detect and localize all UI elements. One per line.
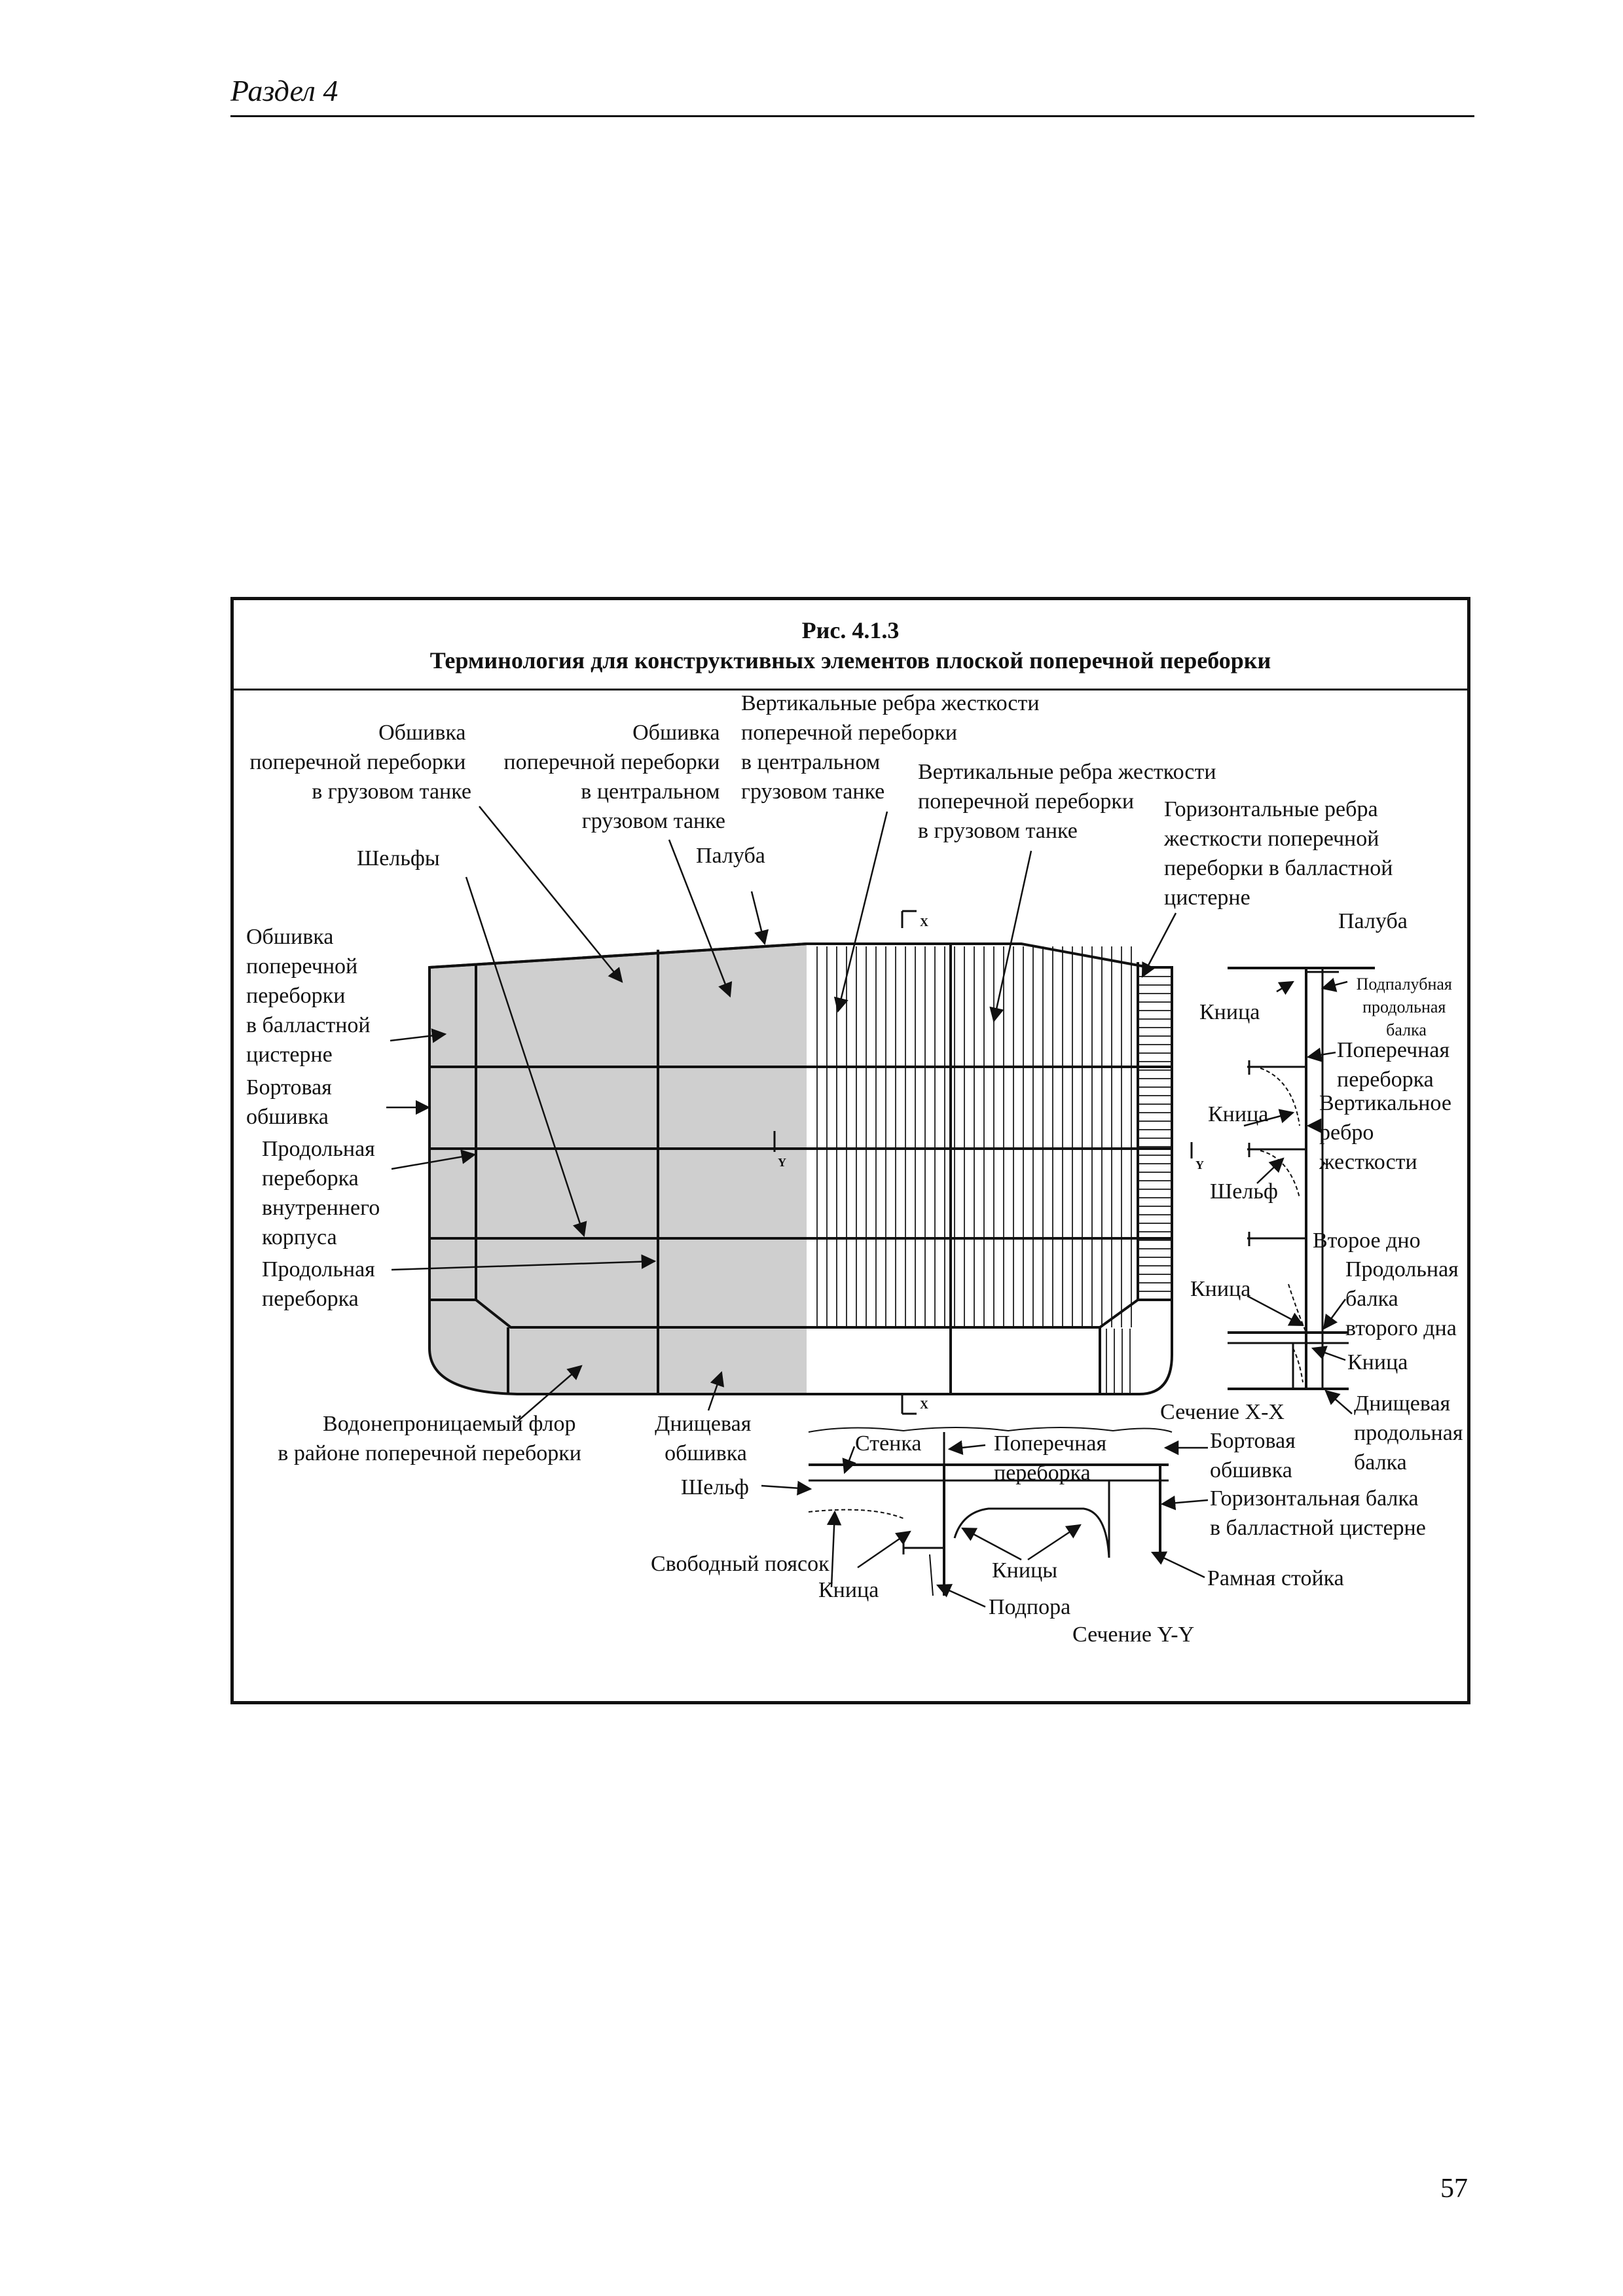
label-xx-shelf: Шельф (1210, 1179, 1278, 1204)
vertical-stiffeners-hatch (817, 946, 1131, 1327)
label-side-shell: Бортовая обшивка (246, 1075, 332, 1129)
label-xx-bottom-longitudinal: Днищевая продольная балка (1354, 1391, 1463, 1475)
bilge-right (807, 1300, 1172, 1327)
label-yy-transverse-bulkhead: Поперечная переборка (994, 1431, 1107, 1485)
axis-y-mark-left: Y (778, 1156, 786, 1169)
label-yy-prop: Подпора (989, 1595, 1071, 1619)
axis-x-mark-bottom: X (920, 1398, 928, 1411)
label-bottom-shell: Днищевая обшивка (655, 1412, 752, 1465)
label-yy-bracket: Кница (818, 1578, 879, 1602)
label-bulkhead-plating-cargo-tank: Обшивка поперечной переборки в грузовом танке (249, 721, 471, 804)
label-xx-bracket-2: Кница (1208, 1102, 1269, 1126)
label-xx-vertical-stiffener: Вертикальное ребро жесткости (1319, 1091, 1451, 1174)
label-bulkhead-plating-ballast: Обшивка поперечной переборки в балластной цистерне (246, 925, 371, 1067)
label-xx-bracket-3: Кница (1190, 1277, 1251, 1301)
label-yy-horizontal-girder: Горизонтальная балка в балластной цистерне (1210, 1486, 1426, 1540)
label-long-bulkhead: Продольная переборка (262, 1257, 375, 1311)
label-xx-bracket-4: Кница (1347, 1350, 1408, 1374)
label-xx-transverse-bulkhead: Поперечная переборка (1337, 1038, 1450, 1092)
main-labels (246, 691, 1398, 1465)
label-vert-stiffeners-cargo-tank: Вертикальные ребра жесткости поперечной переборки в грузовом танке (918, 760, 1216, 843)
label-yy-face-plate: Свободный поясок (651, 1552, 830, 1576)
label-xx-inner-bottom: Второе дно (1313, 1229, 1421, 1253)
figure-title: Терминология для конструктивных элементов плоской поперечной переборки (429, 647, 1271, 673)
label-xx-deck: Палуба (1338, 909, 1408, 933)
axis-x-mark-top: X (920, 916, 928, 929)
label-xx-deck-longitudinal: Подпалубная продольная балка (1356, 975, 1452, 1039)
label-xx-bracket-1: Кница (1199, 1000, 1260, 1024)
label-horiz-stiffeners-ballast: Горизонтальные ребра жесткости поперечной переборки в балластной цистерне (1164, 797, 1393, 910)
label-yy-web: Стенка (855, 1431, 922, 1456)
label-watertight-floor: Водонепроницаемый флор в районе поперечной переборки (278, 1412, 581, 1465)
label-yy-shelf: Шельф (681, 1475, 749, 1499)
label-deck-main: Палуба (696, 844, 765, 868)
label-yy-brackets: Кницы (992, 1558, 1058, 1583)
label-shelves: Шельфы (357, 846, 440, 870)
label-vert-stiffeners-center-tank: Вертикальные ребра жесткости поперечной переборки в центральном грузовом танке (741, 691, 1040, 804)
bulkhead-elevation (429, 911, 1204, 1414)
label-yy-web-frame: Рамная стойка (1207, 1566, 1344, 1590)
section-yy-labels (651, 1429, 1426, 1647)
label-bulkhead-plating-center-tank: Обшивка поперечной переборки в центральном грузовом танке (503, 721, 725, 833)
axis-y-mark-right: Y (1195, 1158, 1204, 1172)
label-xx-inner-bottom-longitudinal: Продольная балка второго дна (1345, 1257, 1459, 1340)
page-number: 57 (1440, 2174, 1468, 2204)
label-section-yy: Сечение Y-Y (1072, 1623, 1195, 1647)
figure-number: Рис. 4.1.3 (801, 617, 900, 643)
label-inner-hull-long-bulkhead: Продольная переборка внутреннего корпуса (262, 1137, 380, 1249)
label-section-xx: Сечение X-X (1160, 1400, 1285, 1424)
section-header: Раздел 4 (230, 74, 338, 107)
label-yy-side-shell: Бортовая обшивка (1210, 1429, 1296, 1482)
